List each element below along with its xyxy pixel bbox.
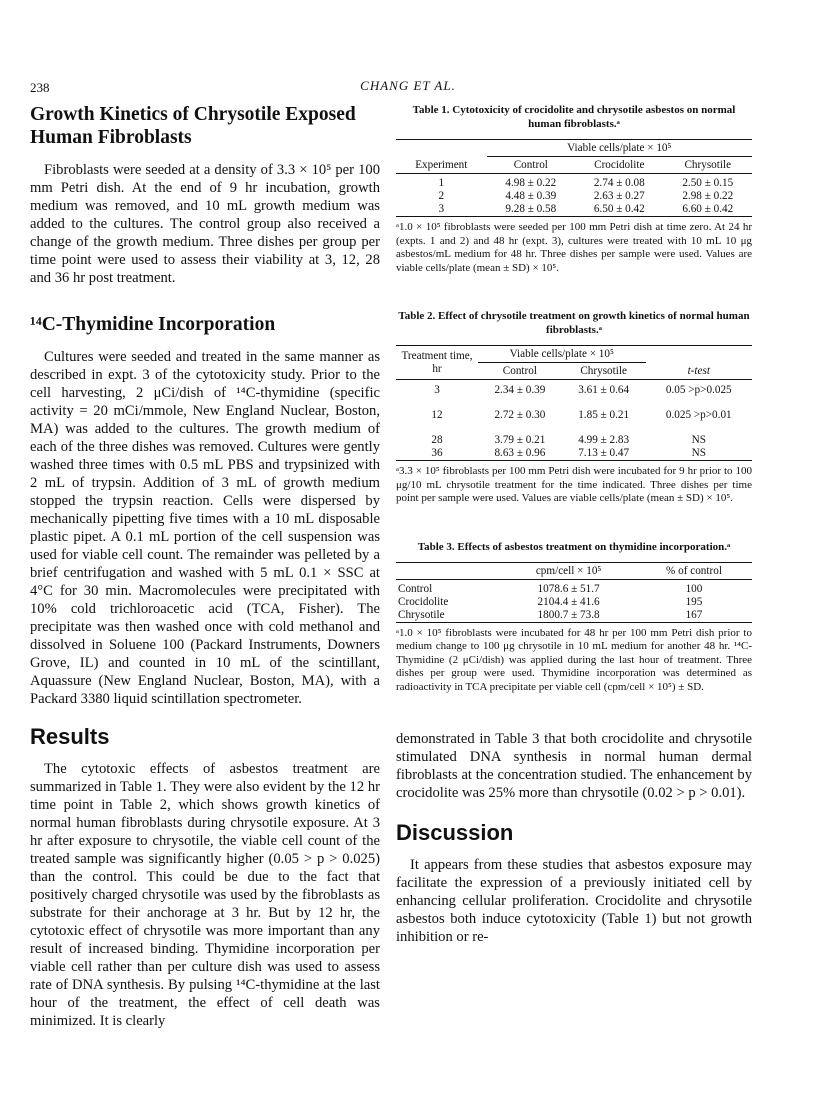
table-cell: 2.72 ± 0.30: [494, 409, 546, 421]
table-cell: 1.85 ± 0.21: [578, 409, 630, 421]
table-row: [396, 190, 752, 203]
table-2: [396, 309, 752, 506]
table-cell: 3.79 ± 0.21: [494, 434, 546, 446]
table-cell: 2104.4 ± 41.6: [537, 595, 600, 608]
table-cell: 195: [685, 595, 703, 608]
table-3-caption: Table 3. Effects of asbestos treatment on thymidine incorporation.ᵃ: [417, 540, 731, 553]
table-cell: 2: [438, 190, 445, 202]
table-cell: 36: [431, 447, 443, 459]
table-row: [396, 434, 752, 447]
table-3-header: cpm/cell × 10⁵: [535, 564, 602, 577]
table-1: [396, 103, 752, 275]
table-2-grid: [396, 345, 752, 461]
table-1-blank-header: [396, 140, 487, 157]
running-head: CHANG ET AL.: [360, 78, 456, 93]
table-cell: 6.50 ± 0.42: [593, 203, 645, 215]
table-1-header: Chrysotile: [684, 159, 732, 171]
paragraph-growth-kinetics: Fibroblasts were seeded at a density of 3.3 × 10⁵ per 100 mm Petri dish. At the end of 9 hr incubation, growth medium was removed, and 10 mL growth medium was added to the cultures. The control group also received a change of the growth medium. Three dishes per group per time point were used to assess their viability at 3, 12, 28 and 36 hr post treatment.: [30, 162, 380, 286]
table-cell: 167: [685, 608, 703, 621]
table-3: [396, 540, 752, 695]
right-column: [396, 103, 752, 946]
table-cell: 3: [438, 203, 445, 215]
table-cell: 1: [438, 177, 445, 189]
table-1-grid: [396, 139, 752, 217]
table-row: [396, 409, 752, 434]
table-3-header: % of control: [666, 564, 722, 577]
table-row: [396, 609, 752, 623]
table-row: [396, 380, 752, 410]
table-3-header: [396, 562, 501, 579]
table-1-spanner: Viable cells/plate × 10⁵: [487, 140, 752, 157]
paragraph-discussion: It appears from these studies that asbestos exposure may facilitate the expression of a previously initiated cell by enhancing cellular proliferation. Crocidolite and chrysotile asbestos both induce cytotoxicity (Table 1) but not growth inhibition or re-: [396, 857, 752, 945]
table-3-grid: [396, 562, 752, 623]
table-cell: Chrysotile: [398, 608, 445, 621]
table-2-header: t-test: [687, 364, 710, 377]
left-column: [30, 103, 380, 1030]
paragraph-thymidine: Cultures were seeded and treated in the same manner as described in expt. 3 of the cytotoxicity study. Prior to the cell harvesting, 2 μCi/dish of ¹⁴C-thymidine (specific activity = 20 mCi/mmole, New England Nuclear, Boston, MA) was added to the cultures. The growth medium of each of the three dishes was removed. Cultures were gently washed three times with 0.5 mL PBS and trypsinized with 2 mL of trypsin. Addition of 3 mL of growth medium stopped the trypsin reaction. Cells were dispersed by mechanically pipetting five times with a 10 mL disposable plastic pipet. A 0.1 mL portion of the cell suspension was used for viable cell count. The remainder was pelleted by a brief centrifugation and washed with 5 mL 0.1 × SSC at 4°C for 30 min. Macromolecules were precipitated with 10% cold trichloroacetic acid (TCA, Fisher). The precipitate was then washed once with cold methanol and dissolved in Soluene 100 (Packard Instruments, Downers Grove, IL) and counted in 10 mL of the scintillant, Aquassure (New England Nuclear, Boston, MA), with a Packard 3380 liquid scintillation spectrometer.: [30, 349, 380, 707]
table-cell: Crocidolite: [398, 595, 449, 608]
table-2-caption: Table 2. Effect of chrysotile treatment on growth kinetics of normal human fibroblasts.ᵃ: [398, 310, 750, 336]
table-cell: 2.98 ± 0.22: [682, 190, 734, 202]
table-row: [396, 447, 752, 461]
paragraph-results: The cytotoxic effects of asbestos treatment are summarized in Table 1. They were also evident by the 12 hr time point in Table 2, which shows growth kinetics of normal human fibroblasts during chrysotile exposure. At 3 hr after exposure to chrysotile, the viable cell count of the treated sample was significantly higher (0.05 > p > 0.025) than the control. This could be due to the fact that positively charged chrysotile was used by the fibroblasts as substrate for their anchorage at 3 hr. But by 12 hr, the cytotoxic effect of chrysotile was more important than any result of increased binding. Thymidine incorporation per viable cell rather than per culture dish was used to assess rate of DNA synthesis. By pulsing ¹⁴C-thymidine at the last hour of the treatment, the effect of cell death was minimized. It is clearly: [30, 761, 380, 1029]
table-cell: 4.99 ± 2.83: [578, 434, 630, 446]
table-cell: 4.48 ± 0.39: [505, 190, 557, 202]
paragraph-results-continued: demonstrated in Table 3 that both crocidolite and chrysotile stimulated DNA synthesis in normal human dermal fibroblasts at the concentration studied. The enhancement by crocidolite was 25% more than chrysotile (0.02 > p > 0.01).: [396, 731, 752, 801]
table-cell: 1078.6 ± 51.7: [537, 582, 600, 595]
table-2-header: Control: [502, 365, 537, 377]
table-cell: Control: [398, 582, 433, 595]
table-2-spanner: Viable cells/plate × 10⁵: [478, 346, 646, 363]
table-row: [396, 203, 752, 217]
table-cell: 2.63 ± 0.27: [593, 190, 645, 202]
table-1-caption: Table 1. Cytotoxicity of crocidolite and chrysotile asbestos on normal human fibroblasts.ᵃ: [412, 104, 736, 130]
table-cell: NS: [691, 434, 706, 446]
table-3-footnote: ᵃ1.0 × 10⁵ fibroblasts were incubated for 48 hr per 100 mm Petri dish prior to medium change to 100 μg chrysotile in 10 mL medium for another 48 hr. ¹⁴C-Thymidine (2 μCi/dish) was applied during the last hour of treatment. Three dishes per group were used. Thymidine incorporation was determined as radioactivity in TCA precipitate per viable cell (cpm/cell × 10⁵) ± SD.: [396, 626, 752, 693]
table-cell: 3.61 ± 0.64: [578, 384, 630, 396]
table-cell: 2.74 ± 0.08: [593, 177, 645, 189]
table-2-blank-header: [646, 346, 752, 363]
table-cell: 2.50 ± 0.15: [682, 177, 734, 189]
table-row: [396, 174, 752, 191]
table-cell: 12: [431, 409, 443, 421]
table-cell: 100: [685, 582, 703, 595]
table-cell: 1800.7 ± 73.8: [537, 608, 600, 621]
table-cell: 7.13 ± 0.47: [578, 447, 630, 459]
table-cell: 28: [431, 434, 443, 446]
table-cell: NS: [691, 447, 706, 459]
table-row: [396, 596, 752, 609]
table-cell: 3: [434, 384, 440, 396]
table-cell: 0.025 >p>0.01: [665, 409, 732, 421]
table-1-header: Control: [513, 159, 548, 171]
table-cell: 8.63 ± 0.96: [494, 447, 546, 459]
section-title-growth-kinetics: Growth Kinetics of Chrysotile Exposed Human Fibroblasts: [30, 104, 356, 148]
page-number: 238: [30, 80, 50, 95]
table-cell: 6.60 ± 0.42: [682, 203, 734, 215]
table-1-header: Crocidolite: [594, 159, 645, 171]
section-title-thymidine: ¹⁴C-Thymidine Incorporation: [30, 314, 276, 335]
table-2-footnote: ᵃ3.3 × 10⁵ fibroblasts per 100 mm Petri dish were incubated for 9 hr prior to 100 μg/10 mL chrysotile treatment for the time indicated. Three dishes per time point per sample were used. Values are viable cells/plate (mean ± SD) × 10⁵.: [396, 465, 752, 504]
table-cell: 2.34 ± 0.39: [494, 384, 546, 396]
table-cell: 4.98 ± 0.22: [505, 177, 557, 189]
table-1-footnote: ᵃ1.0 × 10⁵ fibroblasts were seeded per 100 mm Petri dish at time zero. At 24 hr (expts. 1 and 2) and 48 hr (expt. 3), cultures were treated with 10 mL 10 μg asbestos/mL medium for 48 hr. Three dishes per sample were used. Values are viable cells/plate (mean ± SD) × 10⁵.: [396, 221, 752, 274]
table-cell: 9.28 ± 0.58: [505, 203, 557, 215]
table-2-header: Chrysotile: [580, 365, 627, 377]
table-1-header: Experiment: [415, 158, 468, 171]
table-2-header: Treatment time, hr: [401, 349, 473, 375]
table-row: [396, 579, 752, 596]
section-title-results: Results: [30, 724, 110, 749]
table-cell: 0.05 >p>0.025: [665, 384, 732, 396]
section-title-discussion: Discussion: [396, 820, 514, 845]
